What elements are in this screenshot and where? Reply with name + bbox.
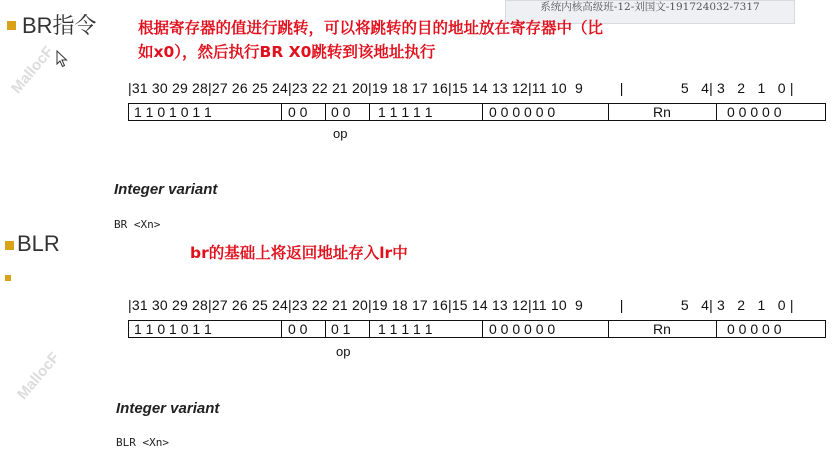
br-field-bits-20-16: 1 1 1 1 1 bbox=[369, 104, 482, 120]
blr-field-bits-20-16: 1 1 1 1 1 bbox=[369, 321, 482, 337]
blr-field-bits-15-10: 0 0 0 0 0 0 bbox=[482, 321, 608, 337]
br-field-rn: Rn bbox=[608, 104, 716, 120]
background-watermark: MallocF bbox=[8, 43, 57, 97]
br-field-bits-24-23: 0 0 bbox=[281, 104, 325, 120]
blr-integer-variant-heading: Integer variant bbox=[116, 400, 220, 417]
br-field-bits-4-0: 0 0 0 0 0 bbox=[716, 104, 826, 120]
blr-syntax: BLR <Xn> bbox=[116, 436, 169, 449]
section-title-br: BR指令 bbox=[22, 13, 97, 38]
blr-note: br的基础上将返回地址存入lr中 bbox=[190, 244, 408, 262]
br-field-bits-22-21: 0 0 bbox=[325, 104, 369, 120]
blr-field-bits-24-23: 0 0 bbox=[281, 321, 325, 337]
br-encoding-table bbox=[128, 103, 826, 121]
blr-bit-numbers: |31 30 29 28|27 26 25 24|23 22 21 20|19 18 17 16|15 14 13 12|11 10 9 | 5 4| 3 2 1 0 | bbox=[128, 297, 794, 313]
background-watermark: MallocF bbox=[14, 349, 63, 403]
mouse-cursor-icon bbox=[56, 50, 68, 68]
br-field-bits-31-25: 1 1 0 1 0 1 1 bbox=[134, 104, 212, 120]
br-bit-numbers: |31 30 29 28|27 26 25 24|23 22 21 20|19 18 17 16|15 14 13 12|11 10 9 | 5 4| 3 2 1 0 | bbox=[128, 80, 794, 96]
sub-bullet-icon bbox=[5, 275, 11, 281]
blr-field-bits-4-0: 0 0 0 0 0 bbox=[716, 321, 826, 337]
bullet-icon bbox=[5, 241, 14, 250]
blr-field-bits-22-21: 0 1 bbox=[325, 321, 369, 337]
bullet-icon bbox=[7, 21, 16, 30]
watermark-banner: 系统内核高级班-12-刘国文-191724032-7317 bbox=[505, 0, 795, 24]
blr-encoding-table bbox=[128, 320, 826, 338]
br-op-label: op bbox=[333, 126, 348, 141]
blr-op-label: op bbox=[336, 344, 351, 359]
br-note-line1: 根据寄存器的值进行跳转，可以将跳转的目的地址放在寄存器中（比 bbox=[138, 19, 604, 37]
br-note-line2: 如x0），然后执行BR X0跳转到该地址执行 bbox=[138, 43, 436, 61]
section-title-blr: BLR bbox=[17, 231, 60, 256]
br-field-bits-15-10: 0 0 0 0 0 0 bbox=[482, 104, 608, 120]
blr-field-bits-31-25: 1 1 0 1 0 1 1 bbox=[134, 321, 212, 337]
blr-field-rn: Rn bbox=[608, 321, 716, 337]
br-integer-variant-heading: Integer variant bbox=[114, 181, 218, 198]
br-syntax: BR <Xn> bbox=[114, 218, 161, 231]
